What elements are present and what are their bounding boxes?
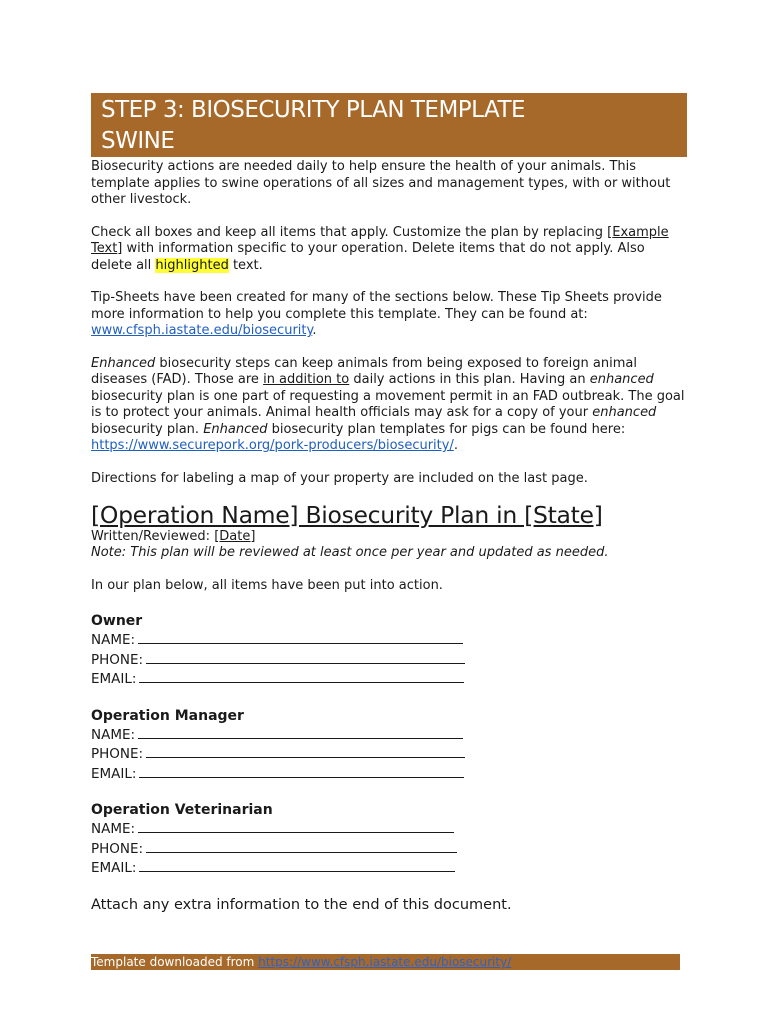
field-label: PHONE: — [91, 651, 144, 668]
enhanced-word: Enhanced — [203, 421, 268, 437]
blank-line[interactable] — [138, 819, 454, 833]
manager-email-field[interactable] — [91, 764, 687, 784]
text-run: Check all boxes and keep all items that apply. Customize the plan by replacing [ — [91, 224, 613, 240]
in-addition-to: in addition to — [263, 372, 350, 387]
field-label: NAME: — [91, 726, 136, 743]
cfsph-link[interactable]: www.cfsph.iastate.edu/biosecurity — [91, 323, 313, 338]
intro-paragraph-2 — [91, 225, 687, 275]
enhanced-word: Enhanced — [91, 355, 156, 371]
field-label: EMAIL: — [91, 860, 137, 876]
written-reviewed — [91, 529, 687, 545]
text-run: biosecurity plan. — [91, 421, 204, 437]
blank-line[interactable] — [146, 650, 465, 664]
intro-paragraph-5: Directions for labeling a map of your property are included on the last page. — [91, 470, 588, 486]
contact-heading: Operation Manager — [91, 707, 244, 724]
intro-paragraph-1: Biosecurity actions are needed daily to help ensure the health of your animals. This template applies to swine operations of all sizes and management types, with or without other livestock. — [91, 159, 671, 207]
attach-note: Attach any extra information to the end of this document. — [91, 896, 512, 913]
blank-line[interactable] — [146, 744, 465, 758]
date-field[interactable]: [Date] — [214, 529, 256, 544]
intro-section — [91, 159, 687, 487]
intro-paragraph-4 — [91, 356, 687, 455]
plan-title: [Operation Name] Biosecurity Plan in [State] — [91, 501, 603, 529]
banner-title-line2: SWINE — [101, 128, 175, 154]
text-run: ] with information specific to your operation. Delete items that do not apply. Also delete all — [91, 241, 645, 273]
intro-paragraph-3 — [91, 290, 687, 340]
contact-manager — [91, 707, 687, 784]
banner-title-line1: STEP 3: BIOSECURITY PLAN TEMPLATE — [101, 97, 526, 123]
field-label: PHONE: — [91, 840, 144, 857]
vet-name-field[interactable] — [91, 819, 687, 839]
text-run: biosecurity plan is one part of requesting a movement permit in an FAD outbreak. The goal is to protect your animals. Animal health officials may ask for a copy of your — [91, 388, 685, 420]
contact-veterinarian — [91, 801, 687, 878]
blank-line[interactable] — [139, 764, 464, 778]
enhanced-word: enhanced — [592, 405, 657, 420]
field-label: NAME: — [91, 821, 136, 837]
text-run: Tip-Sheets have been created for many of the sections below. These Tip Sheets provide more information to help you complete this template. They can be found at: — [91, 290, 662, 322]
blank-line[interactable] — [139, 858, 455, 872]
blank-line[interactable] — [139, 669, 464, 683]
blank-line[interactable] — [138, 725, 463, 739]
review-note: Note: This plan will be reviewed at least once per year and updated as needed. — [91, 545, 609, 560]
manager-name-field[interactable] — [91, 725, 687, 745]
securepork-link[interactable]: https://www.securepork.org/pork-producers/biosecurity/ — [91, 438, 454, 453]
field-label: EMAIL: — [91, 671, 137, 687]
text-run: text. — [228, 257, 263, 273]
contact-owner — [91, 612, 687, 689]
footer-link[interactable]: https://www.cfsph.iastate.edu/biosecurity/ — [258, 955, 512, 969]
vet-phone-field[interactable] — [91, 839, 687, 859]
enhanced-word: enhanced — [589, 372, 654, 387]
field-label: EMAIL: — [91, 765, 137, 782]
footer-text: Template downloaded from — [91, 955, 259, 969]
text-run: biosecurity steps can keep animals from being exposed to foreign animal diseases (FAD). Those are — [91, 355, 637, 387]
manager-phone-field[interactable] — [91, 744, 687, 764]
contact-heading: Operation Veterinarian — [91, 802, 273, 818]
in-action-statement: In our plan below, all items have been put into action. — [91, 578, 443, 593]
footer-bar — [91, 954, 680, 970]
field-label: NAME: — [91, 632, 136, 648]
text-run: . — [453, 438, 458, 453]
text-run: . — [312, 323, 317, 338]
owner-name-field[interactable] — [91, 630, 687, 650]
owner-email-field[interactable] — [91, 669, 687, 689]
step-banner — [91, 93, 687, 157]
contact-heading: Owner — [91, 613, 143, 629]
vet-email-field[interactable] — [91, 858, 687, 878]
text-run: daily actions in this plan. Having an — [349, 372, 590, 387]
blank-line[interactable] — [138, 630, 463, 644]
written-label: Written/Reviewed: — [91, 529, 215, 544]
document-page — [91, 93, 687, 914]
example-text: Example Text — [91, 224, 669, 256]
highlighted-word: highlighted — [155, 257, 229, 273]
owner-phone-field[interactable] — [91, 650, 687, 670]
field-label: PHONE: — [91, 746, 144, 762]
text-run: biosecurity plan templates for pigs can be found here: — [267, 421, 626, 437]
blank-line[interactable] — [146, 839, 457, 853]
